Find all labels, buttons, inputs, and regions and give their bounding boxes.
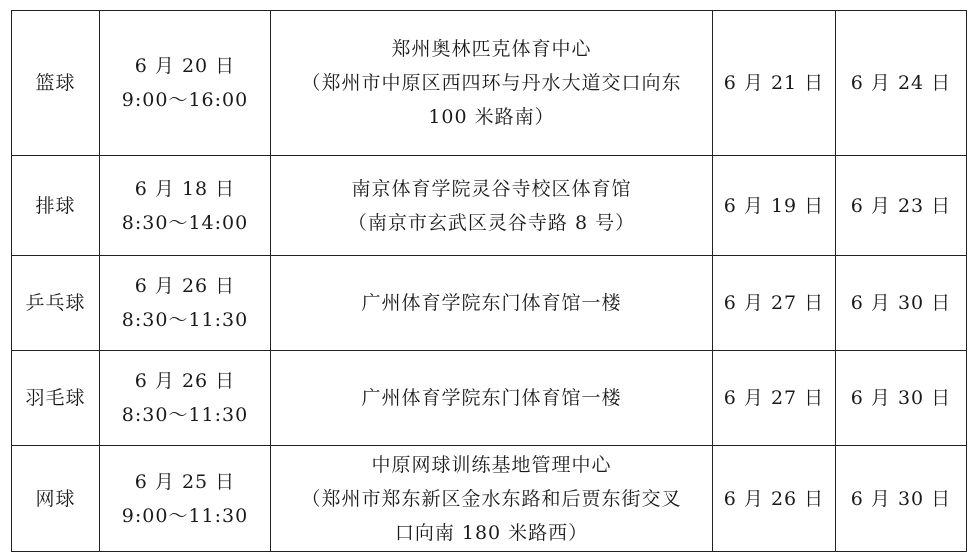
sport-cell: 乒乓球 xyxy=(12,256,100,351)
exam-time: 8:30～14:00 xyxy=(121,211,249,234)
exam-date: 6 月 20 日 xyxy=(134,55,236,77)
table-row xyxy=(12,446,967,552)
date-cell-2: 6 月 27 日 xyxy=(713,256,836,351)
venue-cell xyxy=(271,256,713,351)
date-cell-2: 6 月 27 日 xyxy=(713,351,836,446)
venue-line: 中原网球训练基地管理中心 xyxy=(371,453,612,476)
date-cell-3: 6 月 23 日 xyxy=(836,156,967,256)
date-cell-2: 6 月 19 日 xyxy=(713,156,836,256)
venue-line: 100 米路南） xyxy=(428,106,555,128)
date-cell-2: 6 月 21 日 xyxy=(713,11,836,156)
venue-line: 广州体育学院东门体育馆一楼 xyxy=(361,387,622,409)
venue-line: （郑州市郑东新区金水东路和后贾东街交叉 xyxy=(301,487,682,510)
date-cell-3: 6 月 30 日 xyxy=(836,446,967,552)
table-row xyxy=(12,256,967,351)
exam-time: 9:00～16:00 xyxy=(121,89,249,111)
table-row xyxy=(12,156,967,256)
date-time-cell xyxy=(100,256,271,351)
venue-line: 南京体育学院灵谷寺校区体育馆 xyxy=(351,177,632,200)
venue-cell xyxy=(271,156,713,256)
exam-date: 6 月 25 日 xyxy=(134,470,236,493)
table-row xyxy=(12,11,967,156)
sport-cell: 网球 xyxy=(12,446,100,552)
date-cell-2: 6 月 26 日 xyxy=(713,446,836,552)
sport-cell: 羽毛球 xyxy=(12,351,100,446)
exam-date: 6 月 26 日 xyxy=(134,370,236,392)
date-time-cell xyxy=(100,156,271,256)
date-time-cell xyxy=(100,446,271,552)
exam-date: 6 月 18 日 xyxy=(134,177,236,200)
venue-line: 郑州奥林匹克体育中心 xyxy=(391,38,592,60)
table-row xyxy=(12,351,967,446)
venue-line: 口向南 180 米路西） xyxy=(394,521,589,544)
date-cell-3: 6 月 24 日 xyxy=(836,11,967,156)
exam-time: 9:00～11:30 xyxy=(121,504,249,527)
date-time-cell xyxy=(100,351,271,446)
sport-cell: 排球 xyxy=(12,156,100,256)
date-cell-3: 6 月 30 日 xyxy=(836,351,967,446)
date-time-cell xyxy=(100,11,271,156)
schedule-table xyxy=(11,10,967,552)
venue-cell xyxy=(271,351,713,446)
venue-cell xyxy=(271,11,713,156)
exam-date: 6 月 26 日 xyxy=(134,275,236,297)
venue-cell xyxy=(271,446,713,552)
exam-time: 8:30～11:30 xyxy=(121,404,249,426)
venue-line: （郑州市中原区西四环与丹水大道交口向东 xyxy=(301,72,682,94)
venue-line: 广州体育学院东门体育馆一楼 xyxy=(361,292,622,314)
date-cell-3: 6 月 30 日 xyxy=(836,256,967,351)
venue-line: （南京市玄武区灵谷寺路 8 号） xyxy=(347,211,636,234)
exam-time: 8:30～11:30 xyxy=(121,309,249,331)
sport-cell: 篮球 xyxy=(12,11,100,156)
